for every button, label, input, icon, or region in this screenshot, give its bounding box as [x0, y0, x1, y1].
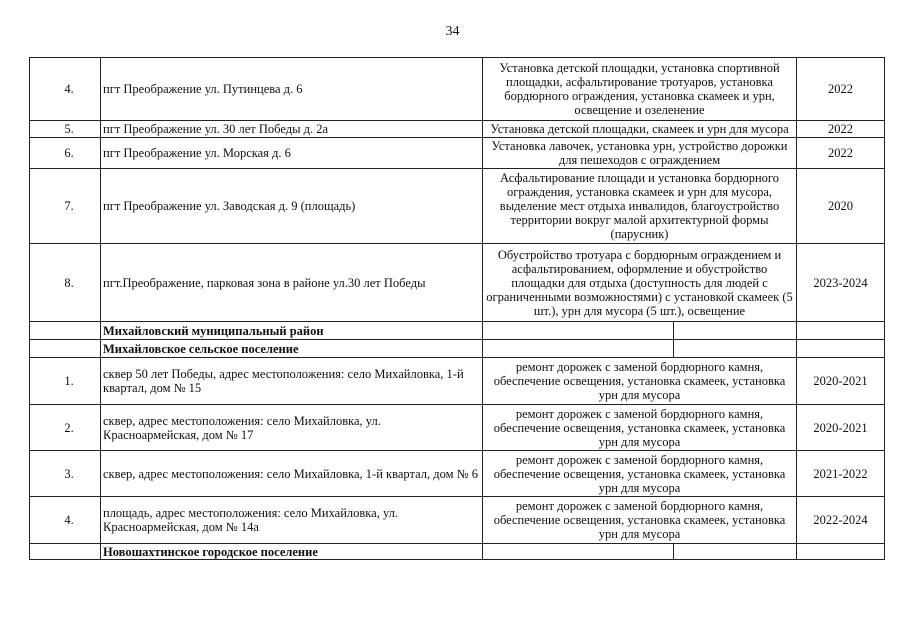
empty-cell [30, 544, 101, 560]
row-year: 2020-2021 [797, 405, 885, 451]
section-row [30, 322, 885, 340]
row-year: 2022-2024 [797, 497, 885, 544]
section-row [30, 544, 885, 560]
row-works: ремонт дорожек с заменой бордюрного камня, обеспечение освещения, установка скамеек, установка урн для мусора [483, 497, 797, 544]
row-year: 2022 [797, 121, 885, 138]
row-number: 5. [30, 121, 101, 138]
row-works: ремонт дорожек с заменой бордюрного камня, обеспечение освещения, установка скамеек, установка урн для мусора [483, 405, 797, 451]
row-number: 8. [30, 244, 101, 322]
row-address: пгт Преображение ул. 30 лет Победы д. 2а [101, 121, 483, 138]
row-works: Установка детской площадки, скамеек и урн для мусора [483, 121, 797, 138]
empty-cell [483, 340, 674, 358]
table-row [30, 405, 885, 451]
table-row [30, 169, 885, 244]
section-settlement: Михайловское сельское поселение [101, 340, 483, 358]
row-works: Установка лавочек, установка урн, устройство дорожки для пешеходов с ограждением [483, 138, 797, 169]
row-number: 6. [30, 138, 101, 169]
row-number: 4. [30, 58, 101, 121]
table-row [30, 138, 885, 169]
row-year: 2022 [797, 138, 885, 169]
page-number: 34 [445, 24, 460, 39]
row-number: 3. [30, 451, 101, 497]
row-works: ремонт дорожек с заменой бордюрного камня, обеспечение освещения, установка скамеек, установка урн для мусора [483, 358, 797, 405]
row-address: площадь, адрес местоположения: село Михайловка, ул. Красноармейская, дом № 14а [101, 497, 483, 544]
table-row [30, 244, 885, 322]
empty-cell [30, 322, 101, 340]
row-address: пгт Преображение ул. Морская д. 6 [101, 138, 483, 169]
empty-cell [483, 544, 674, 560]
row-year: 2023-2024 [797, 244, 885, 322]
row-year: 2021-2022 [797, 451, 885, 497]
table-row [30, 358, 885, 405]
row-year: 2020-2021 [797, 358, 885, 405]
table-row [30, 58, 885, 121]
row-number: 1. [30, 358, 101, 405]
empty-cell [797, 322, 885, 340]
empty-cell [674, 322, 797, 340]
row-number: 2. [30, 405, 101, 451]
improvement-table [29, 57, 885, 560]
row-address: пгт Преображение ул. Путинцева д. 6 [101, 58, 483, 121]
empty-cell [797, 544, 885, 560]
row-address: сквер, адрес местоположения: село Михайловка, 1-й квартал, дом № 6 [101, 451, 483, 497]
row-year: 2020 [797, 169, 885, 244]
empty-cell [797, 340, 885, 358]
row-address: пгт Преображение ул. Заводская д. 9 (площадь) [101, 169, 483, 244]
row-works: Обустройство тротуара с бордюрным ограждением и асфальтированием, оформление и обустройство площадки для отдыха (доступность для людей с ограниченными возможностями) с установкой скамеек (5 шт.), урн для мусора (5 шт.), освещение [483, 244, 797, 322]
empty-cell [30, 340, 101, 358]
row-works: ремонт дорожек с заменой бордюрного камня, обеспечение освещения, установка скамеек, установка урн для мусора [483, 451, 797, 497]
empty-cell [674, 544, 797, 560]
section-novoshakhtinsk: Новошахтинское городское поселение [101, 544, 483, 560]
row-works: Установка детской площадки, установка спортивной площадки, асфальтирование тротуаров, установка бордюрного ограждения, установка скамеек и урн, освещение и озеленение [483, 58, 797, 121]
row-works: Асфальтирование площади и установка бордюрного ограждения, установка скамеек и урн для мусора, выделение мест отдыха инвалидов, благоустройство территории вокруг малой архитектурной формы (парусник) [483, 169, 797, 244]
row-address: пгт.Преображение, парковая зона в районе ул.30 лет Победы [101, 244, 483, 322]
row-number: 4. [30, 497, 101, 544]
section-row [30, 340, 885, 358]
row-address: сквер, адрес местоположения: село Михайловка, ул. Красноармейская, дом № 17 [101, 405, 483, 451]
row-address: сквер 50 лет Победы, адрес местоположения: село Михайловка, 1-й квартал, дом № 15 [101, 358, 483, 405]
table-row [30, 451, 885, 497]
section-district: Михайловский муниципальный район [101, 322, 483, 340]
empty-cell [674, 340, 797, 358]
empty-cell [483, 322, 674, 340]
row-year: 2022 [797, 58, 885, 121]
table-row [30, 121, 885, 138]
row-number: 7. [30, 169, 101, 244]
table-row [30, 497, 885, 544]
